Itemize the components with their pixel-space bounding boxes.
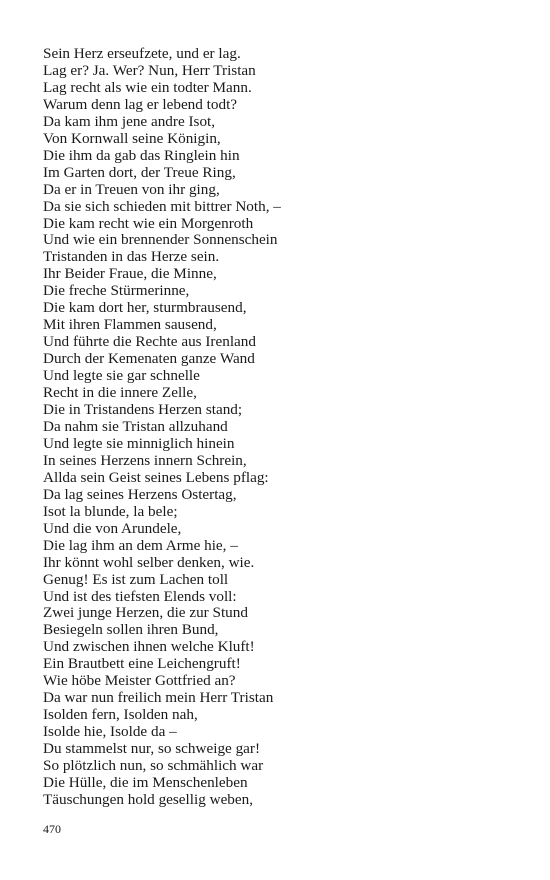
poem-line: Durch der Kemenaten ganze Wand (43, 350, 255, 368)
poem-line: Mit ihren Flammen sausend, (43, 316, 217, 334)
poem-line: Und führte die Rechte aus Irenland (43, 333, 256, 351)
poem-line: Und legte sie gar schnelle (43, 367, 200, 385)
page-number: 470 (43, 822, 61, 836)
poem-line: Und ist des tiefsten Elends voll: (43, 587, 237, 605)
poem-line: Und legte sie minniglich hinein (43, 434, 235, 452)
poem-line: Ihr könnt wohl selber denken, wie. (43, 553, 255, 571)
poem-line: Da er in Treuen von ihr ging, (43, 180, 220, 198)
poem-line: Sein Herz erseufzete, und er lag. (43, 45, 241, 62)
poem-line: Die in Tristandens Herzen stand; (43, 401, 243, 419)
poem-line: Und die von Arundele, (43, 519, 182, 537)
poem-line: Besiegeln sollen ihren Bund, (43, 621, 219, 639)
poem-line: Genug! Es ist zum Lachen toll (43, 570, 229, 588)
poem-line: Die lag ihm an dem Arme hie, – (43, 536, 238, 554)
poem-line: Da sie sich schieden mit bittrer Noth, – (43, 197, 281, 215)
poem-line: Du stammelst nur, so schweige gar! (43, 740, 261, 758)
poem-line: Täuschungen hold gesellig weben, (43, 790, 254, 808)
poem-line: Isolde hie, Isolde da – (43, 723, 177, 741)
poem-line: Und wie ein brennender Sonnenschein (43, 231, 278, 249)
poem-line: Zwei junge Herzen, die zur Stund (43, 604, 248, 622)
poem-line: Lag recht als wie ein todter Mann. (43, 78, 252, 96)
poem-line: Warum denn lag er lebend todt? (43, 95, 238, 113)
poem-line: Wie höbe Meister Gottfried an? (43, 672, 236, 690)
poem-line: Die ihm da gab das Ringlein hin (43, 146, 240, 164)
poem-line: Da kam ihm jene andre Isot, (43, 112, 216, 130)
poem-line: Tristanden in das Herze sein. (43, 248, 220, 266)
poem-line: Da war nun freilich mein Herr Tristan (43, 689, 274, 707)
poem-line: Von Kornwall seine Königin, (43, 129, 221, 147)
poem-line: Recht in die innere Zelle, (43, 384, 197, 402)
poem-text (43, 46, 281, 809)
poem-line: Und zwischen ihnen welche Kluft! (43, 638, 255, 656)
poem-line: Im Garten dort, der Treue Ring, (43, 163, 236, 181)
poem-line: In seines Herzens innern Schrein, (43, 451, 247, 469)
poem-line: Lag er? Ja. Wer? Nun, Herr Tristan (43, 61, 256, 79)
poem-line: Da lag seines Herzens Ostertag, (43, 485, 237, 503)
poem-line: Isot la blunde, la bele; (43, 502, 178, 520)
poem-line: Isolden fern, Isolden nah, (43, 706, 198, 724)
poem-line: Die freche Stürmerinne, (43, 282, 190, 300)
poem-line: Da nahm sie Tristan allzuhand (43, 417, 228, 435)
poem-line: Ein Brautbett eine Leichengruft! (43, 655, 241, 673)
poem-line: So plötzlich nun, so schmählich war (43, 757, 264, 775)
poem-line: Die Hülle, die im Menschenleben (43, 773, 248, 791)
poem-line: Die kam dort her, sturmbrausend, (43, 299, 247, 317)
poem-line: Allda sein Geist seines Lebens pflag: (43, 468, 269, 486)
poem-line: Ihr Beider Fraue, die Minne, (43, 265, 217, 283)
poem-line: Die kam recht wie ein Morgenroth (43, 214, 254, 232)
